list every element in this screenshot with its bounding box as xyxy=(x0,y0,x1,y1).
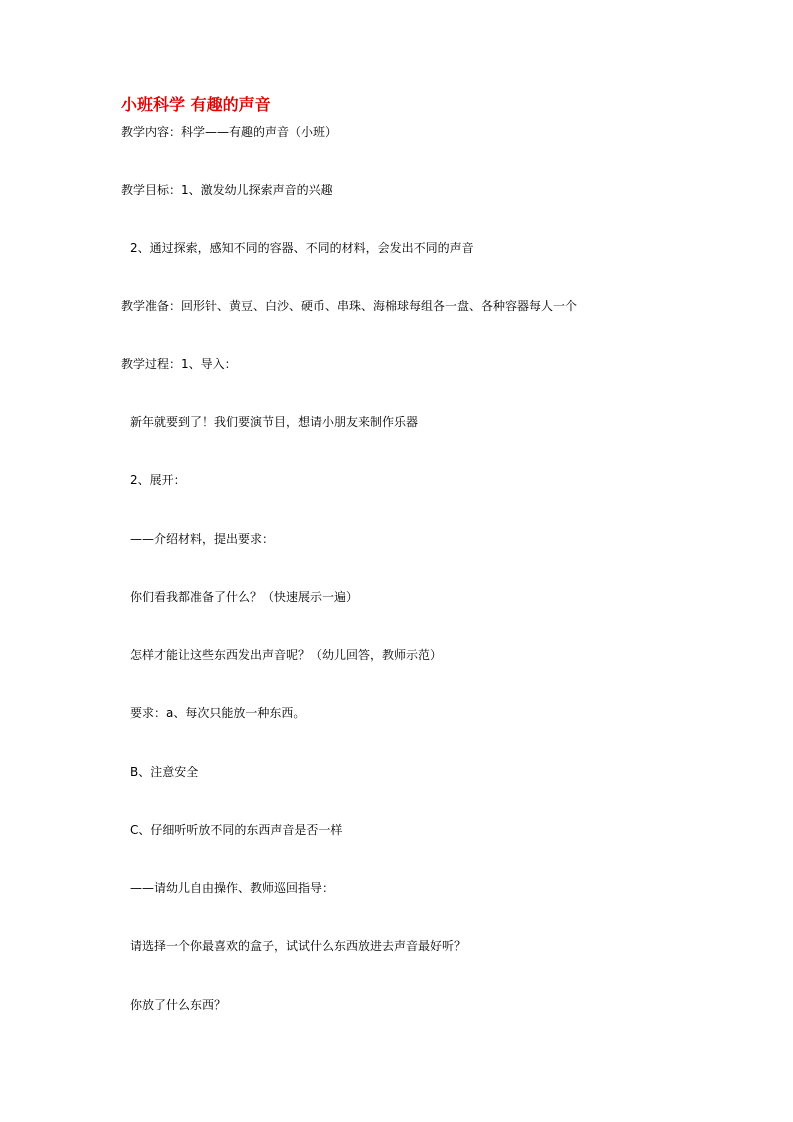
requirement-b-line: B、注意安全 xyxy=(130,765,199,779)
intro-line: 新年就要到了！我们要演节目，想请小朋友来制作乐器 xyxy=(130,415,419,429)
free-operation-line: ——请幼儿自由操作、教师巡回指导： xyxy=(130,881,335,895)
teaching-goal-line: 教学目标：1、激发幼儿探索声音的兴趣 xyxy=(121,183,333,197)
question-sound-line: 怎样才能让这些东西发出声音呢？（幼儿回答，教师示范） xyxy=(130,648,443,662)
document-title: 小班科学 有趣的声音 xyxy=(121,95,271,114)
expand-line: 2、展开： xyxy=(130,473,186,487)
teaching-goal-2-line: 2、通过探索，感知不同的容器、不同的材料，会发出不同的声音 xyxy=(130,241,474,255)
materials-line: ——介绍材料，提出要求： xyxy=(130,532,275,546)
teaching-process-line: 教学过程：1、导入： xyxy=(121,357,237,371)
question-prepared-line: 你们看我都准备了什么？（快速展示一遍） xyxy=(130,590,359,604)
what-did-you-put-line: 你放了什么东西？ xyxy=(130,998,227,1012)
teaching-preparation-line: 教学准备：回形针、黄豆、白沙、硬币、串珠、海棉球每组各一盘、各种容器每人一个 xyxy=(121,299,578,313)
requirement-a-line: 要求：a、每次只能放一种东西。 xyxy=(130,706,306,720)
teaching-content-line: 教学内容：科学——有趣的声音（小班） xyxy=(121,125,338,139)
choose-box-line: 请选择一个你最喜欢的盒子，试试什么东西放进去声音最好听？ xyxy=(130,939,467,953)
requirement-c-line: C、仔细听听放不同的东西声音是否一样 xyxy=(130,823,343,837)
